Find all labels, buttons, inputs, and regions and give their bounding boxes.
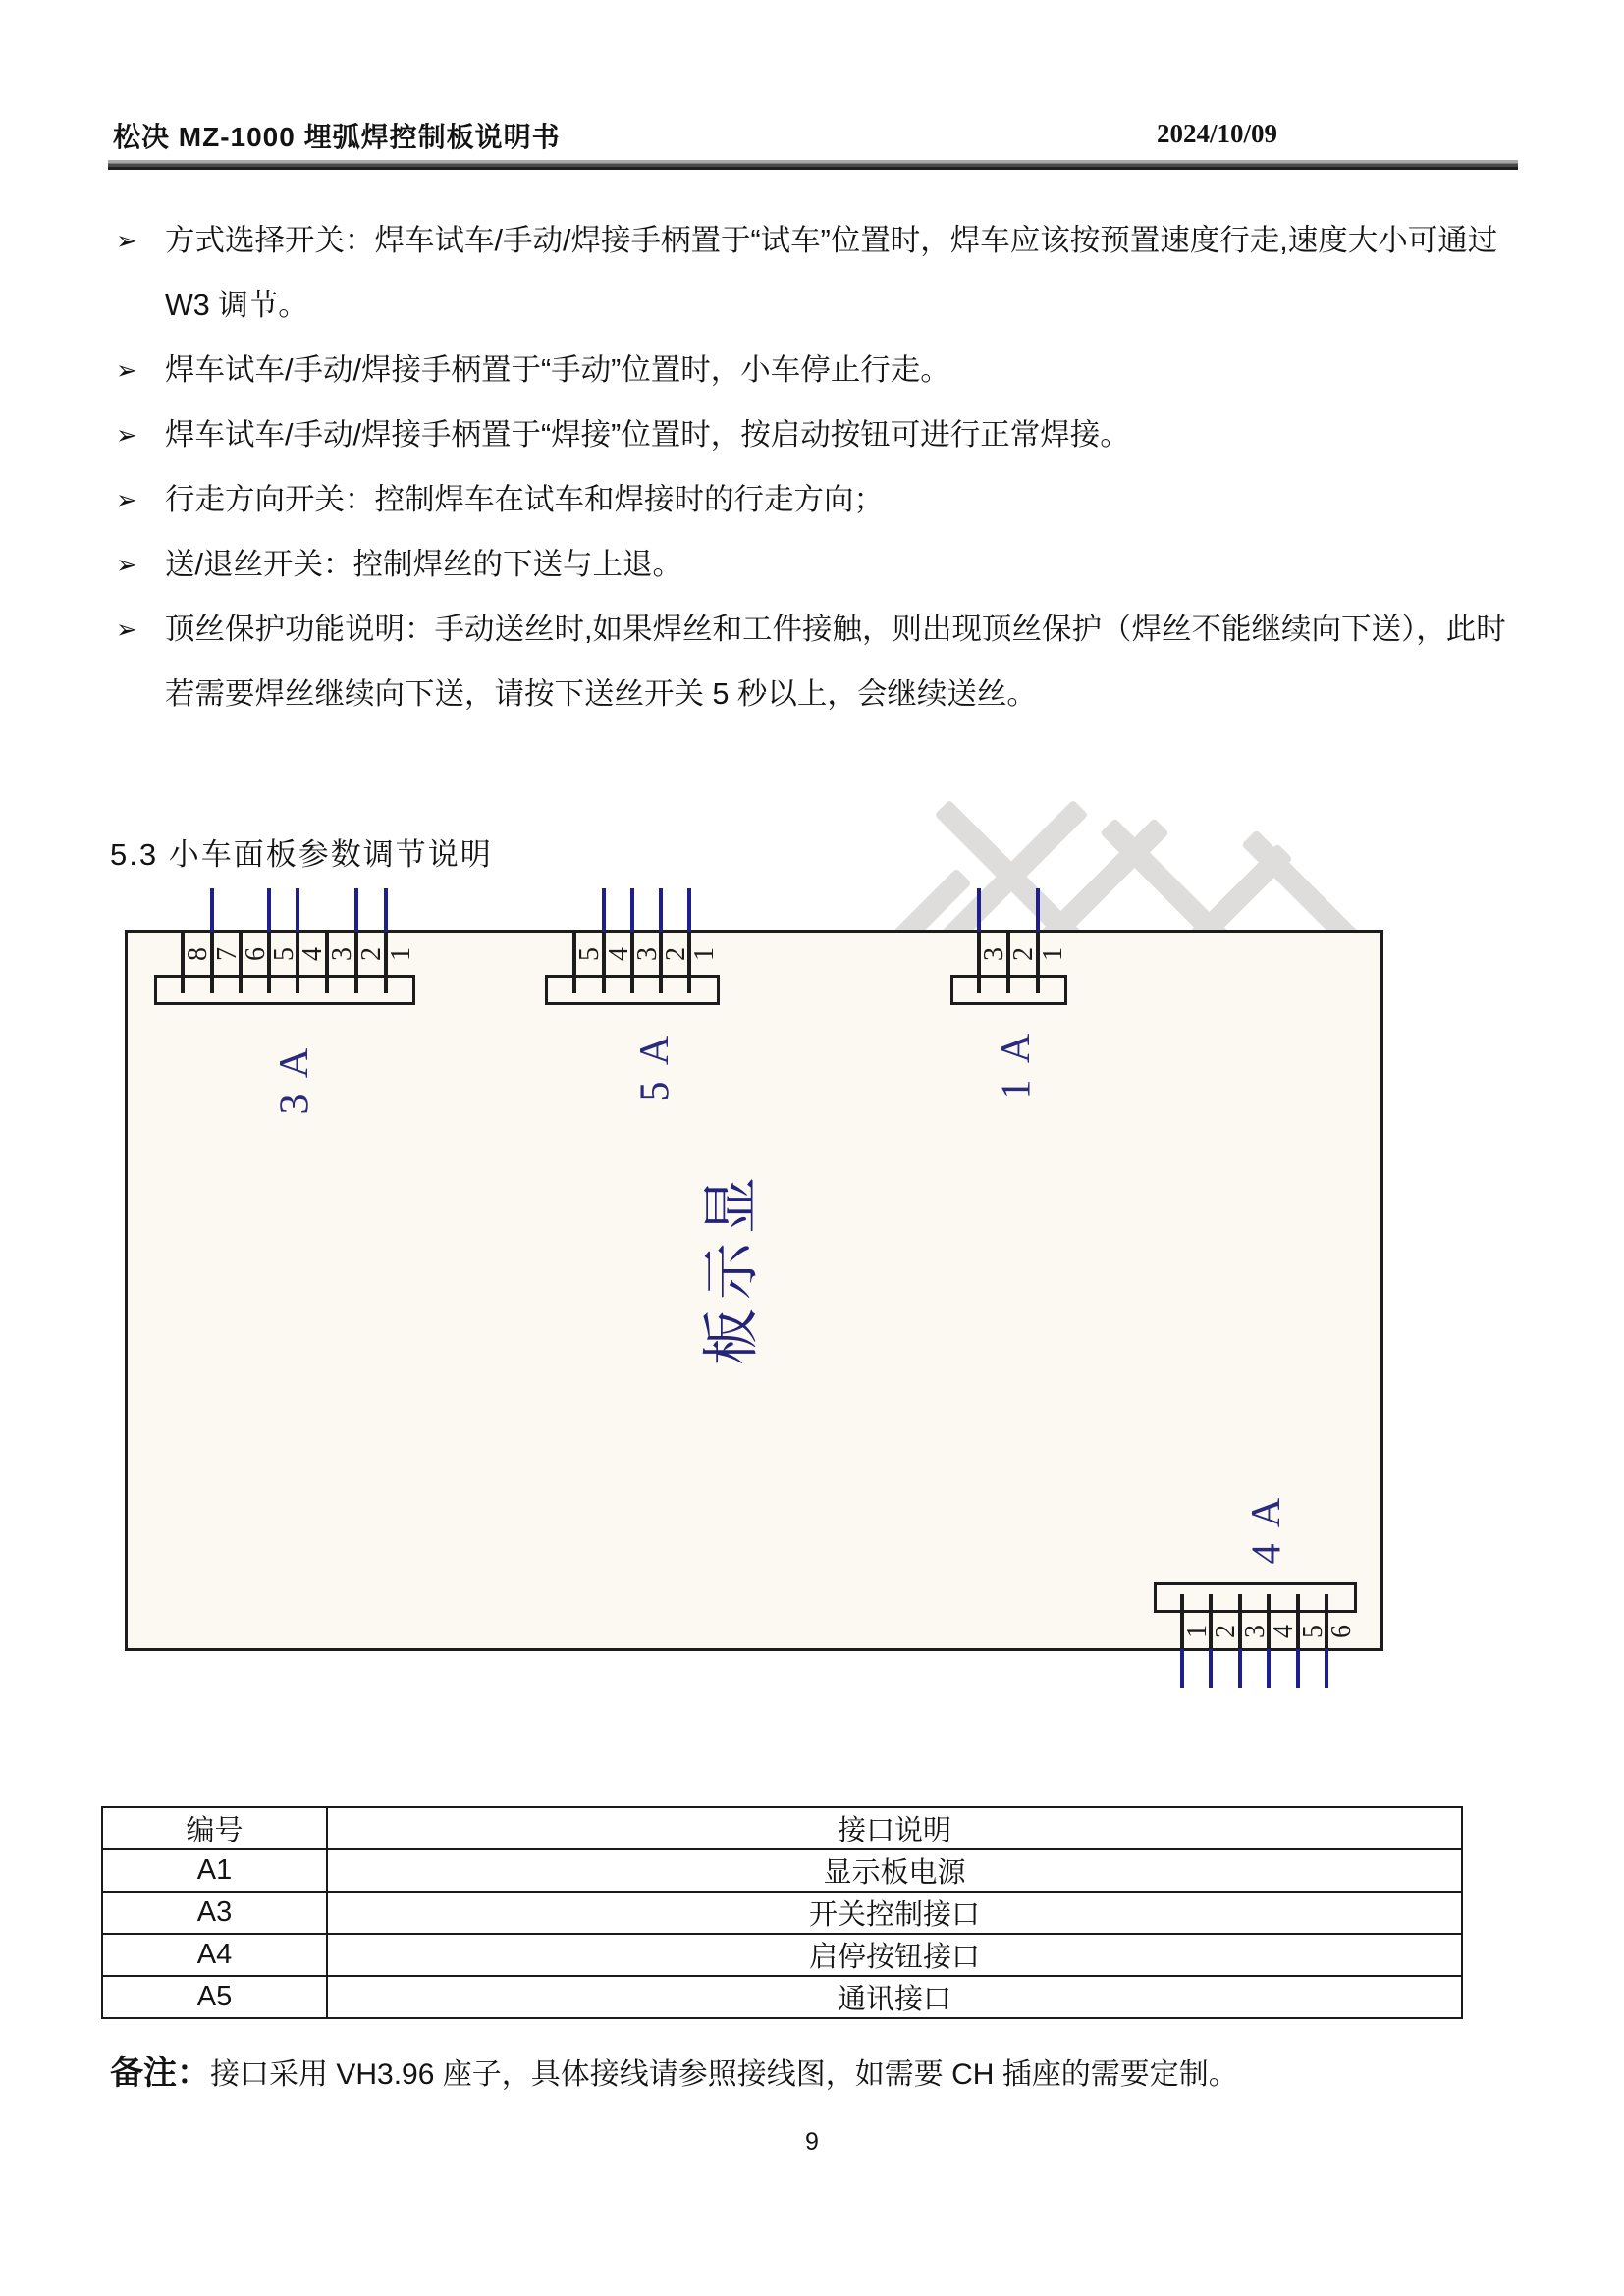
table-row xyxy=(102,1934,1462,1976)
description-cell: 开关控制接口 xyxy=(327,1892,1462,1934)
pin-number: 1 xyxy=(386,947,416,961)
document-date: 2024/10/09 xyxy=(1157,119,1278,148)
pin-wire-external xyxy=(1036,888,1040,932)
rotated-char: 5 xyxy=(632,1081,677,1102)
pin-number: 5 xyxy=(574,947,605,961)
remark-label: 备注： xyxy=(110,2055,210,2092)
pin-wire-external xyxy=(687,888,691,932)
rotated-char: 示 xyxy=(699,1242,764,1301)
pin-wire-external xyxy=(1209,1649,1213,1688)
pin-wire-external xyxy=(354,888,358,932)
pin-number: 2 xyxy=(1211,1624,1241,1638)
list-item-text: 行走方向开关：控制焊车在试车和焊接时的行走方向； xyxy=(165,483,884,516)
list-item xyxy=(116,208,1516,338)
pin-number: 1 xyxy=(1038,947,1068,961)
list-item xyxy=(116,338,1516,402)
pin-wire-external xyxy=(977,888,981,932)
description-cell: 显示板电源 xyxy=(327,1849,1462,1892)
pin-wire-external xyxy=(1325,1649,1328,1688)
pin-wire-external xyxy=(602,888,606,932)
table-row xyxy=(102,1849,1462,1892)
header-rule xyxy=(108,160,1518,170)
section-heading: 5.3 小车面板参数调节说明 xyxy=(110,837,493,872)
bullet-arrow-icon: ➢ xyxy=(116,226,137,255)
list-item-text: 顶丝保护功能说明：手动送丝时,如果焊丝和工件接触，则出现顶丝保护（焊丝不能继续向下送），此时若需要焊丝继续向下送，请按下送丝开关 5 秒以上，会继续送丝。 xyxy=(165,613,1506,711)
rotated-char: 1 xyxy=(994,1079,1039,1100)
watermark xyxy=(815,783,1542,930)
pin-wire-external xyxy=(630,888,634,932)
table-header-row xyxy=(102,1807,1462,1849)
pin-number: 4 xyxy=(1269,1624,1299,1638)
connector-a3-label xyxy=(272,1042,317,1125)
bullet-arrow-icon: ➢ xyxy=(116,550,137,579)
column-header: 编号 xyxy=(102,1807,327,1849)
connector-a4-label xyxy=(1244,1492,1289,1575)
page-number: 9 xyxy=(805,2128,819,2156)
list-item-text: 焊车试车/手动/焊接手柄置于“焊接”位置时，按启动按钮可进行正常焊接。 xyxy=(165,418,1130,452)
description-cell: 通讯接口 xyxy=(327,1976,1462,2018)
pin-wire-external xyxy=(296,888,299,932)
pin-number: 3 xyxy=(979,947,1009,961)
connector-a5-label xyxy=(632,1030,677,1112)
list-item xyxy=(116,532,1516,597)
pin-number: 3 xyxy=(1240,1624,1271,1638)
list-item-text: 焊车试车/手动/焊接手柄置于“手动”位置时，小车停止行走。 xyxy=(165,353,950,387)
pin-number: 2 xyxy=(661,947,691,961)
pin-wire-external xyxy=(267,888,271,932)
rotated-char: A xyxy=(1244,1497,1289,1528)
rotated-char: A xyxy=(272,1047,317,1079)
list-item xyxy=(116,402,1516,467)
column-header: 接口说明 xyxy=(327,1807,1462,1849)
remark xyxy=(110,2052,1520,2097)
pin-number: 6 xyxy=(1326,1624,1357,1638)
pin-number: 4 xyxy=(604,947,634,961)
connector-a1-body xyxy=(950,975,1067,1005)
connector-id-cell: A4 xyxy=(102,1934,327,1976)
pin-number: 3 xyxy=(327,947,357,961)
pin-number: 1 xyxy=(689,947,720,961)
document-title: 松决 MZ-1000 埋弧焊控制板说明书 xyxy=(113,122,561,152)
pin-number: 7 xyxy=(212,947,243,961)
table-row xyxy=(102,1976,1462,2018)
pin-wire-external xyxy=(659,888,663,932)
list-item-text: 送/退丝开关：控制焊丝的下送与上退。 xyxy=(165,548,682,581)
pin-number: 6 xyxy=(241,947,271,961)
display-board-label xyxy=(699,1173,764,1370)
connector-a3-body xyxy=(154,975,415,1005)
bullet-arrow-icon: ➢ xyxy=(116,485,137,514)
pin-wire-external xyxy=(1267,1649,1271,1688)
interface-table xyxy=(101,1806,1463,2019)
remark-text: 接口采用 VH3.96 座子，具体接线请参照接线图，如需要 CH 插座的需要定制。 xyxy=(210,2058,1238,2091)
pin-number: 3 xyxy=(632,947,663,961)
rotated-char: 板 xyxy=(699,1308,764,1366)
rotated-char: A xyxy=(994,1033,1039,1064)
connector-id-cell: A3 xyxy=(102,1892,327,1934)
bullet-arrow-icon: ➢ xyxy=(116,420,137,450)
pin-number: 4 xyxy=(298,947,328,961)
pin-wire-external xyxy=(210,888,214,932)
rotated-char: 显 xyxy=(699,1176,764,1235)
list-item-text: 方式选择开关：焊车试车/手动/焊接手柄置于“试车”位置时，焊车应该按预置速度行走,速度大小可通过 W3 调节。 xyxy=(165,224,1498,322)
description-cell: 启停按钮接口 xyxy=(327,1934,1462,1976)
list-item xyxy=(116,597,1516,726)
pin-wire-external xyxy=(384,888,388,932)
bullet-arrow-icon: ➢ xyxy=(116,614,137,644)
rotated-char: 4 xyxy=(1244,1543,1289,1565)
connector-a1-label xyxy=(994,1028,1039,1110)
pin-wire-external xyxy=(1180,1649,1184,1688)
pin-number: 1 xyxy=(1182,1624,1213,1638)
pin-number: 2 xyxy=(1008,947,1039,961)
pin-wire-external xyxy=(1238,1649,1242,1688)
table-row xyxy=(102,1892,1462,1934)
connector-id-cell: A1 xyxy=(102,1849,327,1892)
connector-id-cell: A5 xyxy=(102,1976,327,2018)
pin-number: 5 xyxy=(269,947,299,961)
rotated-char: 3 xyxy=(272,1094,317,1115)
bullet-arrow-icon: ➢ xyxy=(116,355,137,385)
pin-wire-external xyxy=(1296,1649,1300,1688)
bullet-list xyxy=(116,208,1516,726)
connector-a4-body xyxy=(1154,1582,1357,1613)
list-item xyxy=(116,467,1516,532)
pin-number: 2 xyxy=(356,947,387,961)
connector-a5-body xyxy=(545,975,720,1005)
pin-number: 8 xyxy=(183,947,213,961)
rotated-char: A xyxy=(632,1035,677,1066)
pin-number: 5 xyxy=(1298,1624,1328,1638)
